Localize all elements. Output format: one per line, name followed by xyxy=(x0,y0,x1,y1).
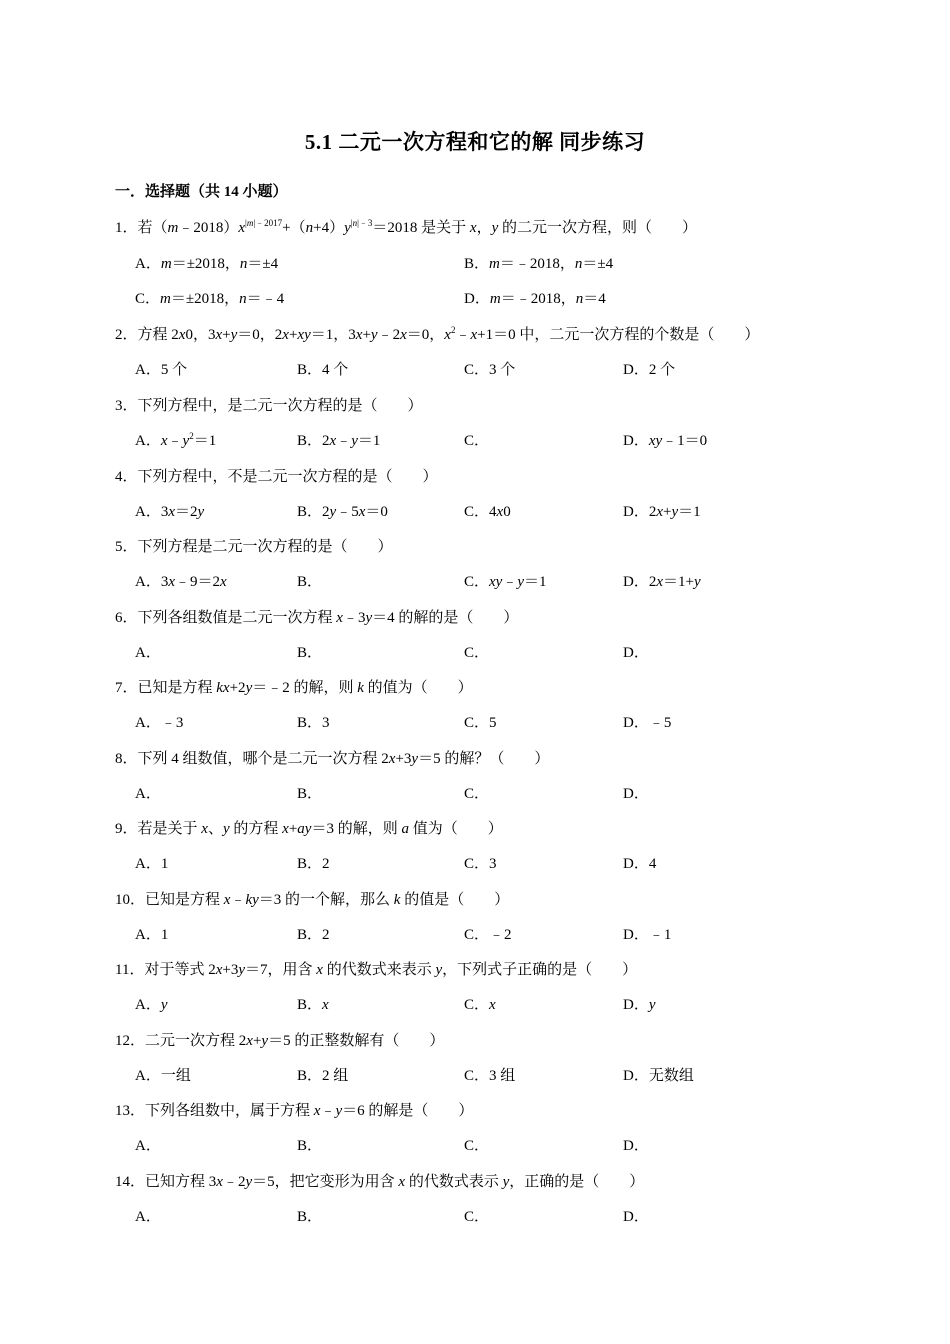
question-9-option-a: A．1 xyxy=(135,856,169,872)
question-11-option-c: C．x xyxy=(464,997,496,1013)
question-5-options xyxy=(135,570,835,590)
question-5-option-a: A．3x﹣9＝2x xyxy=(135,574,227,590)
question-8-option-a: A． xyxy=(135,786,161,802)
question-12-option-b: B．2 组 xyxy=(297,1068,349,1084)
question-12-option-d: D．无数组 xyxy=(623,1068,694,1084)
question-8-option-b: B． xyxy=(297,786,323,802)
question-13-option-d: D． xyxy=(623,1138,649,1154)
question-13-option-c: C． xyxy=(464,1138,490,1154)
question-11-option-b: B．x xyxy=(297,997,329,1013)
section-heading: 一．选择题（共 14 小题） xyxy=(115,184,288,200)
question-5-option-c: C．xy﹣y＝1 xyxy=(464,574,547,590)
page-title: 5.1 二元一次方程和它的解 同步练习 xyxy=(304,130,646,154)
question-6-option-a: A． xyxy=(135,645,161,661)
question-6-option-d: D． xyxy=(623,645,649,661)
question-11-stem: 11．对于等式 2x+3y＝7，用含 x 的代数式来表示 y，下列式子正确的是（ ） xyxy=(115,962,638,978)
question-10-option-c: C．﹣2 xyxy=(464,927,512,943)
question-7-option-c: C．5 xyxy=(464,715,497,731)
question-9-option-b: B．2 xyxy=(297,856,330,872)
question-11-options xyxy=(135,993,835,1013)
question-4-stem: 4．下列方程中，不是二元一次方程的是（ ） xyxy=(115,469,438,485)
question-6-options xyxy=(135,641,835,661)
question-13-option-b: B． xyxy=(297,1138,323,1154)
question-9-options xyxy=(135,852,835,872)
question-2-option-c: C．3 个 xyxy=(464,362,516,378)
question-2-option-b: B．4 个 xyxy=(297,362,349,378)
question-4-options xyxy=(135,500,835,520)
question-14-option-d: D． xyxy=(623,1209,649,1225)
question-12-option-c: C．3 组 xyxy=(464,1068,516,1084)
question-9-option-c: C．3 xyxy=(464,856,497,872)
question-14-option-b: B． xyxy=(297,1209,323,1225)
question-3-options xyxy=(135,429,835,449)
question-2-options xyxy=(135,358,835,378)
question-6-stem: 6．下列各组数值是二元一次方程 x﹣3y＝4 的解的是（ ） xyxy=(115,610,519,626)
question-13-option-a: A． xyxy=(135,1138,161,1154)
question-2-stem: 2．方程 2x0，3x+y＝0，2x+xy＝1，3x+y﹣2x＝0，$x^2﹣x+1=0$ 中，二元一次方程的个数是（ ） xyxy=(115,325,760,343)
question-5-option-b: B． xyxy=(297,574,323,590)
question-7-options xyxy=(135,711,835,731)
question-4-option-d: D．2x+y＝1 xyxy=(623,504,701,520)
question-14-options xyxy=(135,1205,835,1225)
question-5-stem: 5．下列方程是二元一次方程的是（ ） xyxy=(115,539,393,555)
question-7-option-b: B．3 xyxy=(297,715,330,731)
question-14-option-a: A． xyxy=(135,1209,161,1225)
question-5-option-d: D．2x＝1+y xyxy=(623,574,701,590)
question-14-option-c: C． xyxy=(464,1209,490,1225)
question-1-stem: 1．若$(m﹣2018)x^{|m|﹣2017}+(n+4)y^{|n|﹣3}=2018$ 是关于 x，y 的二元一次方程，则（ ） xyxy=(115,218,698,236)
question-7-stem: 7．已知是方程 kx+2y＝﹣2 的解，则 k 的值为（ ） xyxy=(115,680,473,696)
question-9-stem: 9．若是关于 x、y 的方程 x+ay＝3 的解，则 a 值为（ ） xyxy=(115,821,503,837)
question-1-option-d: D．m＝﹣2018，n＝4 xyxy=(464,291,606,307)
question-4-option-a: A．3x＝2y xyxy=(135,504,205,520)
question-8-options xyxy=(135,782,835,802)
question-12-option-a: A．一组 xyxy=(135,1068,191,1084)
question-3-option-c: C． xyxy=(464,433,490,449)
question-10-option-d: D．﹣1 xyxy=(623,927,672,943)
question-10-stem: 10．已知是方程 x﹣ky＝3 的一个解，那么 k 的值是（ ） xyxy=(115,892,510,908)
question-11-option-d: D．y xyxy=(623,997,656,1013)
question-4-option-b: B．2y﹣5x＝0 xyxy=(297,504,388,520)
question-12-options xyxy=(135,1064,835,1084)
question-3-option-d: D．xy﹣1＝0 xyxy=(623,433,708,449)
question-12-stem: 12．二元一次方程 2x+y＝5 的正整数解有（ ） xyxy=(115,1033,445,1049)
question-6-option-b: B． xyxy=(297,645,323,661)
question-6-option-c: C． xyxy=(464,645,490,661)
question-10-options xyxy=(135,923,835,943)
question-14-stem: 14．已知方程 3x﹣2y＝5，把它变形为用含 x 的代数式表示 y，正确的是（ ） xyxy=(115,1174,645,1190)
question-8-stem: 8．下列 4 组数值，哪个是二元一次方程 2x+3y＝5 的解？（ ） xyxy=(115,751,550,767)
question-3-option-a: A．$x﹣y^2=1$ xyxy=(135,431,217,449)
question-13-stem: 13．下列各组数中，属于方程 x﹣y＝6 的解是（ ） xyxy=(115,1103,474,1119)
question-2-option-a: A．5 个 xyxy=(135,362,188,378)
question-13-options xyxy=(135,1134,835,1154)
question-1-option-a: A．m＝±2018，n＝±4 xyxy=(135,256,279,272)
question-10-option-b: B．2 xyxy=(297,927,330,943)
question-10-option-a: A．1 xyxy=(135,927,169,943)
question-8-option-d: D． xyxy=(623,786,649,802)
question-8-option-c: C． xyxy=(464,786,490,802)
question-7-option-d: D．﹣5 xyxy=(623,715,672,731)
question-2-option-d: D．2 个 xyxy=(623,362,676,378)
question-3-option-b: B．2x﹣y＝1 xyxy=(297,433,381,449)
question-3-stem: 3．下列方程中，是二元一次方程的是（ ） xyxy=(115,398,423,414)
question-11-option-a: A．y xyxy=(135,997,168,1013)
question-1-option-c: C．m＝±2018，n＝﹣4 xyxy=(135,291,285,307)
question-1-options-row-2 xyxy=(135,287,835,307)
question-1-options-row-1 xyxy=(135,252,835,272)
question-4-option-c: C．4x0 xyxy=(464,504,511,520)
question-1-option-b: B．m＝﹣2018，n＝±4 xyxy=(464,256,614,272)
question-9-option-d: D．4 xyxy=(623,856,657,872)
question-7-option-a: A．﹣3 xyxy=(135,715,184,731)
